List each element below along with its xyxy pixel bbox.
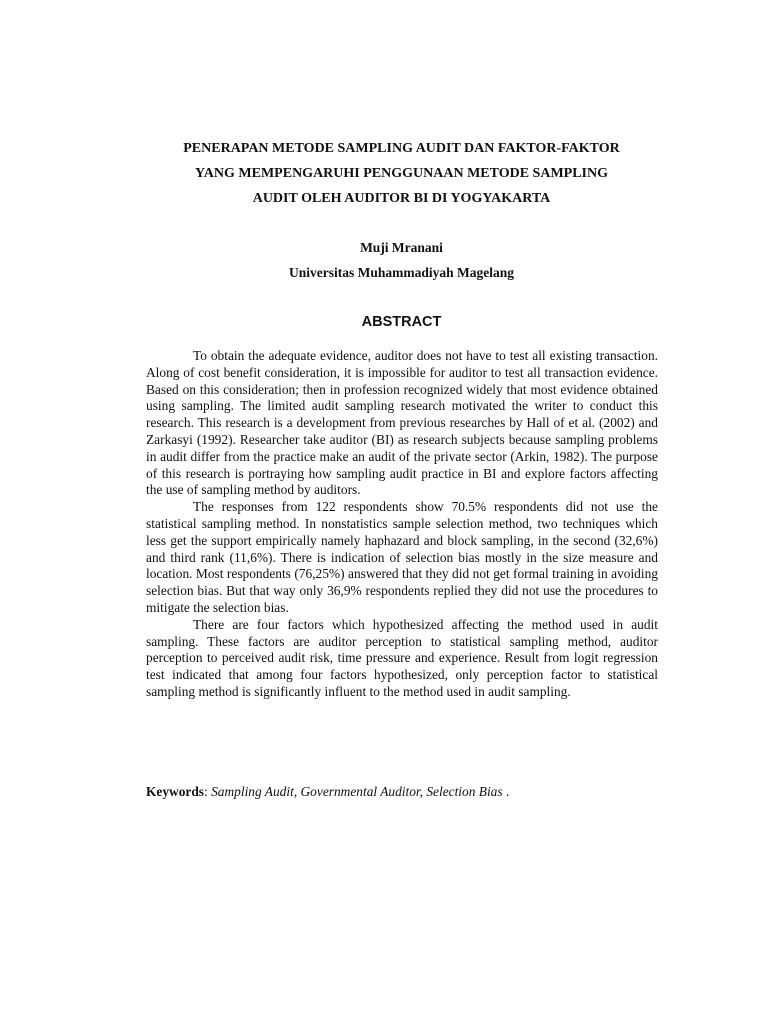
keywords-values: Sampling Audit, Governmental Auditor, Selection Bias <box>211 784 503 799</box>
keywords-label: Keywords <box>146 784 205 799</box>
abstract-paragraph-3: There are four factors which hypothesized affecting the method used in audit sampling. These factors are auditor perception to statistical sampling method, auditor perception to perceived audit risk, time pressure and experience. Result from logit regression test indicated that among four factors hypothesized, only perception factor to statistical sampling method is significantly influent to the method used in audit sampling. <box>146 616 658 699</box>
keywords-line <box>146 783 658 801</box>
abstract-body <box>146 348 658 701</box>
paper-title <box>100 136 703 211</box>
title-line-3: AUDIT OLEH AUDITOR BI DI YOGYAKARTA <box>252 191 551 206</box>
keywords-separator: : <box>204 784 212 799</box>
author-name: Muji Mranani <box>360 240 443 255</box>
abstract-paragraph-2: The responses from 122 respondents show 70.5% respondents did not use the statistical sampling method. In nonstatistics sample selection method, two techniques which less get the support empirically namely haphazard and block sampling, in the second (32,6%) and third rank (11,6%). There is indication of selection bias mostly in the size measure and location. Most respondents (76,25%) answered that they did not get formal training in avoiding selection bias. But that way only 36,9% respondents replied they did not use the procedures to mitigate the selection bias. <box>146 499 658 615</box>
keywords-end: . <box>502 784 510 799</box>
author-affiliation: Universitas Muhammadiyah Magelang <box>288 265 514 280</box>
title-line-2: YANG MEMPENGARUHI PENGGUNAAN METODE SAMPLING <box>194 166 608 181</box>
abstract-heading: ABSTRACT <box>361 314 442 330</box>
author-block <box>100 235 703 285</box>
abstract-paragraph-1: To obtain the adequate evidence, auditor does not have to test all existing transaction. Along of cost benefit consideration, it is impossible for auditor to test all transaction evidence. Based on this consideration; then in profession recognized widely that most evidence obtained using sampling. The limited audit sampling research motivated the writer to conduct this research. This research is a development from previous researches by Hall of et al. (2002) and Zarkasyi (1992). Researcher take auditor (BI) as research subjects because sampling problems in audit differ from the practice make an audit of the private sector (Arkin, 1982). The purpose of this research is portraying how sampling audit practice in BI and explore factors affecting the use of sampling method by auditors. <box>146 348 658 498</box>
title-line-1: PENERAPAN METODE SAMPLING AUDIT DAN FAKTOR-FAKTOR <box>183 141 620 156</box>
